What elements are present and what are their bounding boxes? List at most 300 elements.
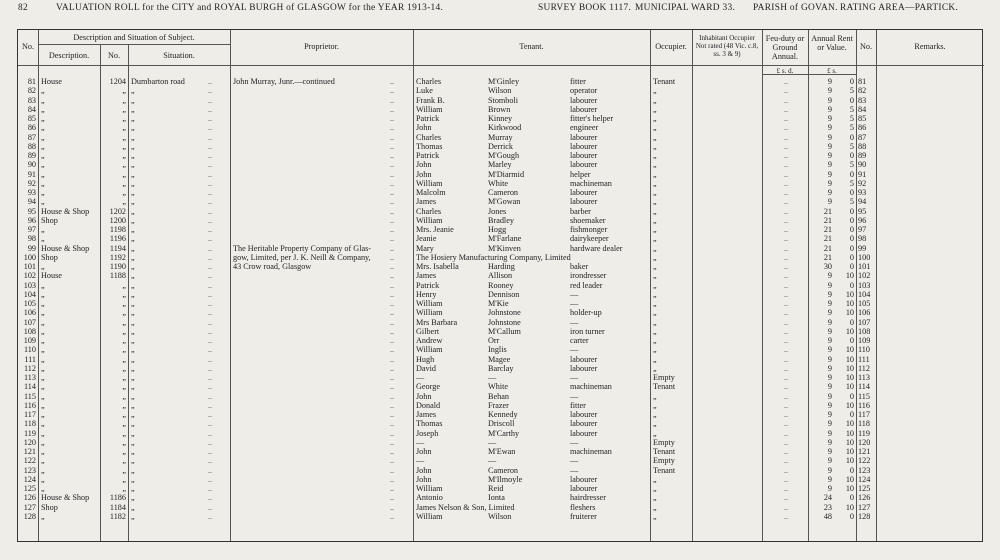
leader-dots: .. bbox=[390, 511, 395, 521]
row-number: „ bbox=[122, 484, 126, 493]
row-no: 100 bbox=[23, 252, 36, 262]
row-tenant-first: Mrs. Jeanie bbox=[416, 225, 454, 234]
row-occupation: — bbox=[570, 456, 579, 466]
row-occupier: „ bbox=[653, 280, 657, 290]
leader-dots: .. bbox=[208, 317, 213, 327]
table-row bbox=[18, 503, 984, 512]
header-no-right: No. bbox=[859, 42, 873, 51]
row-number: „ bbox=[122, 373, 126, 382]
row-rent-shillings: 0 bbox=[849, 410, 854, 419]
leader-dots: .. bbox=[208, 345, 213, 355]
row-description: „ bbox=[41, 410, 45, 419]
leader-dots: .. bbox=[784, 373, 789, 382]
row-number: 1194 bbox=[109, 243, 126, 253]
leader-dots: .. bbox=[784, 391, 789, 401]
row-no: 85 bbox=[27, 114, 36, 123]
row-description: „ bbox=[41, 391, 45, 401]
leader-dots: .. bbox=[208, 141, 213, 151]
row-tenant-first: Patrick bbox=[416, 151, 440, 160]
row-occupier: „ bbox=[653, 206, 657, 216]
table-row bbox=[18, 271, 984, 280]
row-occupier: „ bbox=[653, 271, 657, 281]
row-rent-pounds: 30 bbox=[823, 262, 832, 271]
row-rent-shillings: 10 bbox=[845, 299, 854, 308]
row-no: 98 bbox=[27, 234, 36, 244]
row-no: 92 bbox=[27, 178, 36, 188]
leader-dots: .. bbox=[390, 474, 395, 484]
row-occupier: „ bbox=[653, 410, 657, 419]
row-rent-pounds: 9 bbox=[827, 299, 832, 308]
row-situation: „ bbox=[131, 437, 135, 447]
row-no: 101 bbox=[23, 262, 36, 271]
row-rent-pounds: 9 bbox=[827, 410, 832, 419]
leader-dots: .. bbox=[390, 400, 395, 410]
row-no: 95 bbox=[27, 206, 36, 216]
row-rent-pounds: 48 bbox=[823, 511, 832, 521]
row-tenant-first: William bbox=[416, 345, 443, 355]
leader-dots: .. bbox=[390, 391, 395, 401]
row-rent-shillings: 0 bbox=[849, 243, 854, 253]
row-no-right: 104 bbox=[858, 289, 871, 299]
row-rent-shillings: 10 bbox=[845, 502, 854, 512]
leader-dots: .. bbox=[784, 169, 789, 179]
row-tenant-first: William bbox=[416, 215, 443, 225]
row-situation: „ bbox=[131, 419, 135, 429]
row-tenant-first: William bbox=[416, 299, 443, 308]
row-no: 88 bbox=[27, 141, 36, 151]
row-rent-pounds: 9 bbox=[827, 178, 832, 188]
leader-dots: .. bbox=[208, 428, 213, 438]
row-rent-shillings: 0 bbox=[849, 262, 854, 271]
row-occupier: „ bbox=[653, 336, 657, 345]
row-occupation: barber bbox=[570, 206, 591, 216]
leader-dots: .. bbox=[784, 456, 789, 466]
row-number: „ bbox=[122, 447, 126, 456]
currency-feu: £ s. d. bbox=[776, 67, 794, 75]
row-tenant-last: Jones bbox=[488, 206, 507, 216]
row-tenant-first: James bbox=[416, 197, 437, 207]
row-number: „ bbox=[122, 280, 126, 290]
row-rent-shillings: 5 bbox=[849, 160, 854, 170]
leader-dots: .. bbox=[208, 271, 213, 281]
row-tenant-last: M'Ilmoyle bbox=[488, 474, 523, 484]
leader-dots: .. bbox=[208, 95, 213, 105]
row-no-right: 118 bbox=[858, 419, 870, 429]
leader-dots: .. bbox=[784, 502, 789, 512]
row-description: „ bbox=[41, 336, 45, 345]
leader-dots: .. bbox=[784, 419, 789, 429]
leader-dots: .. bbox=[390, 132, 395, 142]
row-situation: „ bbox=[131, 363, 135, 373]
row-situation: „ bbox=[131, 345, 135, 355]
row-situation: „ bbox=[131, 289, 135, 299]
leader-dots: .. bbox=[208, 289, 213, 299]
row-no-right: 108 bbox=[858, 326, 871, 336]
row-no-right: 123 bbox=[858, 465, 871, 475]
row-occupation: labourer bbox=[570, 95, 598, 105]
row-occupier: „ bbox=[653, 225, 657, 234]
leader-dots: .. bbox=[208, 437, 213, 447]
table-row bbox=[18, 170, 984, 179]
row-number: 1196 bbox=[109, 234, 126, 244]
row-no: 99 bbox=[27, 243, 36, 253]
row-description: „ bbox=[41, 123, 45, 133]
row-number: „ bbox=[122, 160, 126, 170]
leader-dots: .. bbox=[208, 225, 213, 234]
leader-dots: .. bbox=[390, 141, 395, 151]
row-description: „ bbox=[41, 465, 45, 475]
row-rent-shillings: 10 bbox=[845, 428, 854, 438]
row-description: House bbox=[41, 271, 62, 281]
row-no: 91 bbox=[27, 169, 36, 179]
leader-dots: .. bbox=[784, 308, 789, 318]
leader-dots: .. bbox=[208, 465, 213, 475]
row-occupation: holder-up bbox=[570, 308, 602, 318]
row-tenant-last: Magee bbox=[488, 354, 511, 364]
table-row bbox=[18, 207, 984, 216]
table-row bbox=[18, 475, 984, 484]
row-rent-pounds: 9 bbox=[827, 400, 832, 410]
row-occupation: labourer bbox=[570, 197, 598, 207]
row-tenant-last: Kinney bbox=[488, 114, 513, 123]
row-occupation: — bbox=[570, 317, 579, 327]
row-rent-pounds: 9 bbox=[827, 308, 832, 318]
row-rent-shillings: 10 bbox=[845, 308, 854, 318]
header-tenant: Tenant. bbox=[519, 42, 544, 51]
rating-area: RATING AREA—PARTICK. bbox=[840, 3, 959, 13]
row-situation: „ bbox=[131, 391, 135, 401]
row-no: 109 bbox=[23, 336, 36, 345]
row-occupation: fitter bbox=[570, 400, 586, 410]
row-description: „ bbox=[41, 428, 45, 438]
row-situation: „ bbox=[131, 410, 135, 419]
row-tenant-last: White bbox=[488, 382, 509, 392]
header-situation: Situation. bbox=[163, 51, 195, 60]
row-number: „ bbox=[122, 400, 126, 410]
row-occupier: „ bbox=[653, 391, 657, 401]
row-occupier: „ bbox=[653, 363, 657, 373]
leader-dots: .. bbox=[784, 225, 789, 234]
row-number: „ bbox=[122, 95, 126, 105]
row-no-right: 81 bbox=[858, 77, 867, 86]
row-description: „ bbox=[41, 280, 45, 290]
row-no-right: 109 bbox=[858, 336, 871, 345]
table-row bbox=[18, 142, 984, 151]
row-tenant-first: Patrick bbox=[416, 280, 440, 290]
row-description: „ bbox=[41, 511, 45, 521]
row-rent-pounds: 9 bbox=[827, 77, 832, 86]
header-description: Description. bbox=[48, 51, 90, 60]
leader-dots: .. bbox=[390, 382, 395, 392]
row-occupier: „ bbox=[653, 354, 657, 364]
row-occupier: „ bbox=[653, 132, 657, 142]
table-row bbox=[18, 253, 984, 262]
leader-dots: .. bbox=[208, 299, 213, 308]
row-description: „ bbox=[41, 363, 45, 373]
row-occupation: shoemaker bbox=[570, 215, 606, 225]
row-rent-shillings: 5 bbox=[849, 141, 854, 151]
row-rent-shillings: 0 bbox=[849, 234, 854, 244]
row-no: 83 bbox=[27, 95, 36, 105]
page-number: 82 bbox=[18, 3, 28, 13]
row-tenant-last: M'Carthy bbox=[488, 428, 520, 438]
leader-dots: .. bbox=[208, 502, 213, 512]
table-row bbox=[18, 466, 984, 475]
row-no: 105 bbox=[23, 299, 36, 308]
row-proprietor: The Heritable Property Company of Glas- bbox=[233, 243, 372, 253]
row-occupation: labourer bbox=[570, 419, 598, 429]
row-situation: „ bbox=[131, 428, 135, 438]
row-occupier: „ bbox=[653, 169, 657, 179]
row-tenant-first: Henry bbox=[416, 289, 437, 299]
row-no-right: 99 bbox=[858, 243, 867, 253]
row-no-right: 120 bbox=[858, 437, 871, 447]
leader-dots: .. bbox=[390, 243, 395, 253]
row-no: 118 bbox=[24, 419, 36, 429]
leader-dots: .. bbox=[784, 215, 789, 225]
row-situation: „ bbox=[131, 317, 135, 327]
leader-dots: .. bbox=[208, 354, 213, 364]
row-situation: „ bbox=[131, 382, 135, 392]
row-tenant-first: John bbox=[416, 465, 432, 475]
row-rent-shillings: 0 bbox=[849, 95, 854, 105]
row-rent-pounds: 9 bbox=[827, 95, 832, 105]
row-number: „ bbox=[122, 465, 126, 475]
row-occupation: labourer bbox=[570, 474, 598, 484]
row-tenant-last: M'Diarmid bbox=[488, 169, 525, 179]
row-tenant-last: Derrick bbox=[488, 141, 514, 151]
row-rent-shillings: 10 bbox=[845, 345, 854, 355]
row-no: 103 bbox=[23, 280, 36, 290]
leader-dots: .. bbox=[784, 336, 789, 345]
row-tenant-first: — bbox=[416, 437, 425, 447]
table-row bbox=[18, 188, 984, 197]
table-row bbox=[18, 244, 984, 253]
leader-dots: .. bbox=[784, 271, 789, 281]
row-situation: „ bbox=[131, 132, 135, 142]
row-situation: „ bbox=[131, 141, 135, 151]
row-rent-pounds: 9 bbox=[827, 437, 832, 447]
row-no: 126 bbox=[23, 493, 36, 503]
row-no: 110 bbox=[24, 345, 36, 355]
row-rent-shillings: 10 bbox=[845, 271, 854, 281]
row-occupier: „ bbox=[653, 308, 657, 318]
table-row bbox=[18, 299, 984, 308]
leader-dots: .. bbox=[208, 178, 213, 188]
leader-dots: .. bbox=[390, 280, 395, 290]
row-occupation: — bbox=[570, 391, 579, 401]
row-no: 120 bbox=[23, 437, 36, 447]
row-number: 1198 bbox=[109, 225, 126, 234]
row-no: 113 bbox=[24, 373, 36, 382]
row-occupation: labourer bbox=[570, 410, 598, 419]
leader-dots: .. bbox=[208, 151, 213, 160]
leader-dots: .. bbox=[390, 86, 395, 96]
row-tenant-first: Patrick bbox=[416, 114, 440, 123]
leader-dots: .. bbox=[784, 511, 789, 521]
row-occupier: Empty bbox=[653, 456, 675, 466]
row-number: „ bbox=[122, 308, 126, 318]
row-tenant-last: M'Ginley bbox=[488, 77, 520, 86]
survey-book: SURVEY BOOK 1117. bbox=[538, 3, 632, 13]
row-number: „ bbox=[122, 114, 126, 123]
row-situation: „ bbox=[131, 308, 135, 318]
row-number: „ bbox=[122, 410, 126, 419]
row-rent-shillings: 0 bbox=[849, 280, 854, 290]
row-tenant-last: Murray bbox=[488, 132, 513, 142]
row-occupier: Tenant bbox=[653, 447, 676, 456]
row-no: 127 bbox=[23, 502, 36, 512]
row-occupation: hardware dealer bbox=[570, 243, 623, 253]
row-description: „ bbox=[41, 95, 45, 105]
table-row bbox=[18, 262, 984, 271]
row-description: „ bbox=[41, 400, 45, 410]
row-situation: „ bbox=[131, 373, 135, 382]
row-description: House & Shop bbox=[41, 243, 90, 253]
row-occupier: „ bbox=[653, 252, 657, 262]
leader-dots: .. bbox=[390, 456, 395, 466]
leader-dots: .. bbox=[208, 86, 213, 96]
row-tenant-first: William bbox=[416, 178, 443, 188]
row-no-right: 112 bbox=[858, 363, 870, 373]
row-rent-shillings: 5 bbox=[849, 114, 854, 123]
table-row bbox=[18, 438, 984, 447]
leader-dots: .. bbox=[208, 400, 213, 410]
row-no-right: 82 bbox=[858, 86, 867, 96]
row-no: 114 bbox=[24, 382, 36, 392]
leader-dots: .. bbox=[784, 160, 789, 170]
row-tenant-last: Behan bbox=[488, 391, 509, 401]
row-tenant-first: William bbox=[416, 511, 443, 521]
row-no-right: 97 bbox=[858, 225, 867, 234]
leader-dots: .. bbox=[390, 419, 395, 429]
row-occupier: „ bbox=[653, 151, 657, 160]
currency-rent: £ s. bbox=[827, 67, 837, 75]
table-row bbox=[18, 327, 984, 336]
row-tenant-last: Hogg bbox=[488, 225, 507, 234]
row-no: 108 bbox=[23, 326, 36, 336]
roll-title: VALUATION ROLL for the CITY and ROYAL BURGH of GLASGOW for the YEAR 1913-14. bbox=[56, 3, 444, 13]
row-tenant-last: Johnstone bbox=[488, 317, 521, 327]
row-number: 1184 bbox=[109, 502, 126, 512]
row-tenant-first: — bbox=[416, 373, 425, 382]
row-tenant-last: Kirkwood bbox=[488, 123, 522, 133]
row-situation: „ bbox=[131, 326, 135, 336]
row-occupation: labourer bbox=[570, 484, 598, 493]
row-situation: „ bbox=[131, 215, 135, 225]
row-tenant-first: Gilbert bbox=[416, 326, 440, 336]
row-no-right: 93 bbox=[858, 188, 867, 197]
row-rent-shillings: 10 bbox=[845, 437, 854, 447]
row-rent-shillings: 0 bbox=[849, 252, 854, 262]
table-row bbox=[18, 96, 984, 105]
leader-dots: .. bbox=[208, 308, 213, 318]
row-tenant-first: George bbox=[416, 382, 440, 392]
row-occupier: „ bbox=[653, 400, 657, 410]
row-no-right: 114 bbox=[858, 382, 870, 392]
row-description: „ bbox=[41, 484, 45, 493]
row-no-right: 86 bbox=[858, 123, 867, 133]
row-situation: „ bbox=[131, 123, 135, 133]
row-tenant-last: M'Ewan bbox=[488, 447, 516, 456]
row-tenant-last: Cameron bbox=[488, 188, 519, 197]
table-row bbox=[18, 345, 984, 354]
row-no-right: 127 bbox=[858, 502, 871, 512]
row-description: „ bbox=[41, 326, 45, 336]
row-rent-shillings: 10 bbox=[845, 419, 854, 429]
leader-dots: .. bbox=[390, 197, 395, 207]
row-number: „ bbox=[122, 474, 126, 484]
row-number: „ bbox=[122, 354, 126, 364]
row-rent-pounds: 9 bbox=[827, 326, 832, 336]
table-row bbox=[18, 456, 984, 465]
row-rent-pounds: 9 bbox=[827, 271, 832, 281]
table-row bbox=[18, 290, 984, 299]
table-row bbox=[18, 429, 984, 438]
leader-dots: .. bbox=[208, 447, 213, 456]
table-row bbox=[18, 160, 984, 169]
row-tenant-first: — bbox=[416, 456, 425, 466]
row-number: 1202 bbox=[109, 206, 126, 216]
row-description: House bbox=[41, 77, 62, 86]
table-row bbox=[18, 225, 984, 234]
row-no: 81 bbox=[27, 77, 36, 86]
leader-dots: .. bbox=[784, 382, 789, 392]
row-description: „ bbox=[41, 437, 45, 447]
row-no-right: 117 bbox=[858, 410, 870, 419]
row-rent-shillings: 0 bbox=[849, 391, 854, 401]
row-tenant-last: Marley bbox=[488, 160, 512, 170]
row-no: 123 bbox=[23, 465, 36, 475]
row-number: „ bbox=[122, 289, 126, 299]
row-tenant-first: Luke bbox=[416, 86, 433, 96]
running-head bbox=[18, 3, 980, 17]
row-rent-pounds: 9 bbox=[827, 345, 832, 355]
row-rent-shillings: 0 bbox=[849, 169, 854, 179]
row-rent-shillings: 10 bbox=[845, 382, 854, 392]
row-occupation: — bbox=[570, 465, 579, 475]
row-occupier: „ bbox=[653, 419, 657, 429]
leader-dots: .. bbox=[390, 169, 395, 179]
row-rent-shillings: 0 bbox=[849, 215, 854, 225]
row-situation: „ bbox=[131, 188, 135, 197]
row-no-right: 115 bbox=[858, 391, 870, 401]
row-description: Shop bbox=[41, 502, 58, 512]
row-rent-pounds: 9 bbox=[827, 151, 832, 160]
row-rent-pounds: 9 bbox=[827, 465, 832, 475]
row-occupier: „ bbox=[653, 141, 657, 151]
header-occupier: Occupier. bbox=[655, 42, 687, 51]
row-tenant-last: Stomboli bbox=[488, 95, 519, 105]
row-tenant-last: Frazer bbox=[488, 400, 509, 410]
row-no: 106 bbox=[23, 308, 36, 318]
row-occupation: hairdresser bbox=[570, 493, 606, 503]
table-row bbox=[18, 493, 984, 502]
row-no-right: 90 bbox=[858, 160, 867, 170]
leader-dots: .. bbox=[208, 363, 213, 373]
row-rent-pounds: 9 bbox=[827, 188, 832, 197]
row-occupation: fitter's helper bbox=[570, 114, 614, 123]
row-tenant-first: Charles bbox=[416, 132, 442, 142]
row-occupier: „ bbox=[653, 428, 657, 438]
row-tenant-last: Brown bbox=[488, 104, 511, 114]
row-rent-shillings: 10 bbox=[845, 456, 854, 466]
row-occupier: „ bbox=[653, 178, 657, 188]
table-row bbox=[18, 114, 984, 123]
leader-dots: .. bbox=[390, 373, 395, 382]
leader-dots: .. bbox=[208, 493, 213, 503]
row-situation: „ bbox=[131, 400, 135, 410]
